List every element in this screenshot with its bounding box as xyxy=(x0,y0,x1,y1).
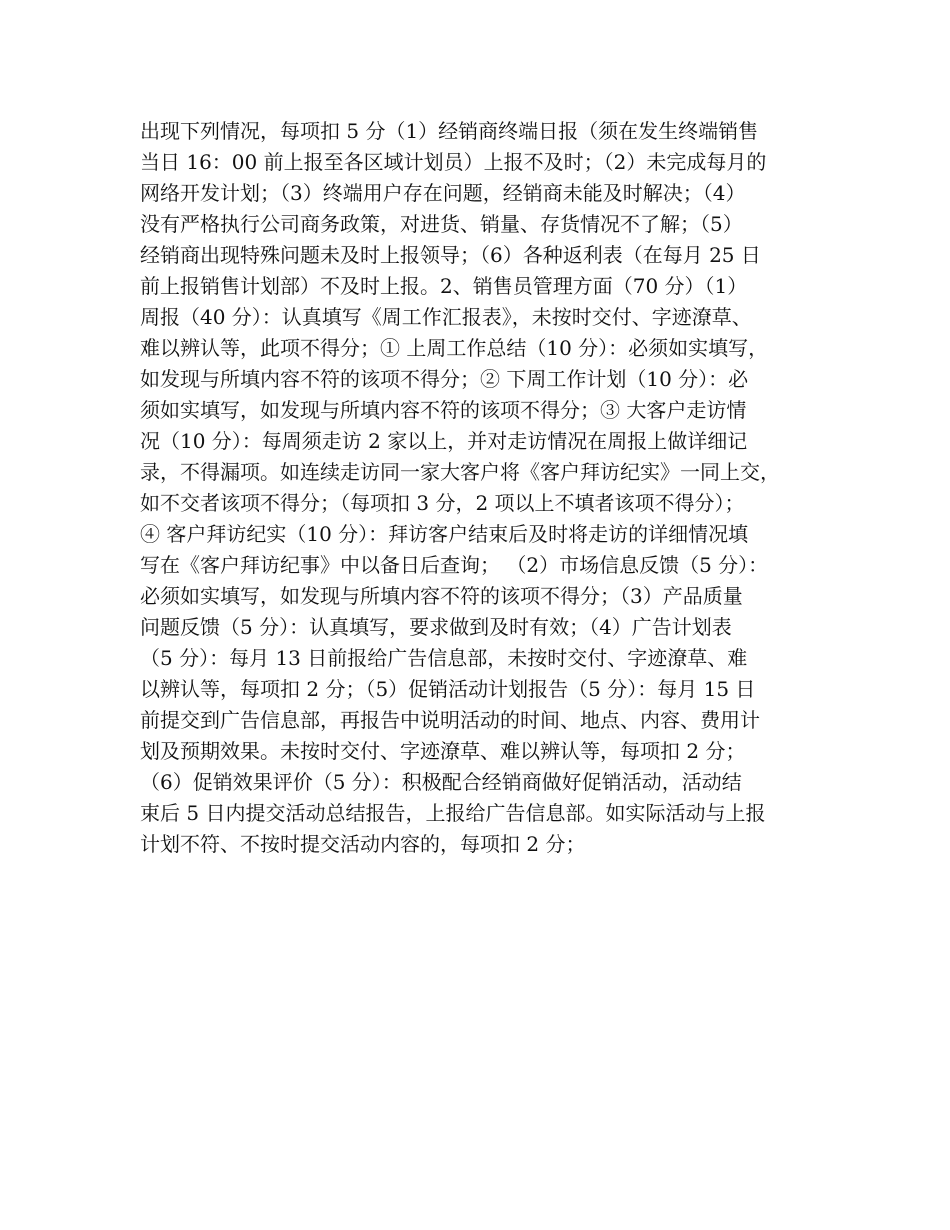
text-line: 难以辨认等，此项不得分；① 上周工作总结（10 分）：必须如实填写， xyxy=(140,336,769,360)
text-line: 划及预期效果。未按时交付、字迹潦草、难以辨认等，每项扣 2 分； xyxy=(140,739,746,763)
text-line: （6）促销效果评价（5 分）：积极配合经销商做好促销活动，活动结 xyxy=(140,770,742,794)
text-line: 况（10 分）：每周须走访 2 家以上，并对走访情况在周报上做详细记 xyxy=(140,429,748,453)
text-line: 如发现与所填内容不符的该项不得分；② 下周工作计划（10 分）：必 xyxy=(140,367,749,391)
text-line: 束后 5 日内提交活动总结报告，上报给广告信息部。如实际活动与上报 xyxy=(140,801,766,825)
text-line: 当日 16：00 前上报至各区域计划员）上报不及时；（2）未完成每月的 xyxy=(140,150,767,174)
document-body-text xyxy=(140,116,830,860)
text-line: 前上报销售计划部）不及时上报。2、销售员管理方面（70 分）（1） xyxy=(140,274,748,298)
text-line: 出现下列情况，每项扣 5 分（1）经销商终端日报（须在发生终端销售 xyxy=(140,119,759,143)
text-line: 录，不得漏项。如连续走访同一家大客户将《客户拜访纪实》一同上交， xyxy=(140,460,780,484)
text-line: 网络开发计划；（3）终端用户存在问题，经销商未能及时解决；（4） xyxy=(140,181,746,205)
text-line: 没有严格执行公司商务政策，对进货、销量、存货情况不了解；（5） xyxy=(140,212,743,236)
text-line: 计划不符、不按时提交活动内容的，每项扣 2 分； xyxy=(140,832,586,856)
text-line: 以辨认等，每项扣 2 分；（5）促销活动计划报告（5 分）：每月 15 日 xyxy=(140,677,756,701)
text-line: 必须如实填写，如发现与所填内容不符的该项不得分；（3）产品质量 xyxy=(140,584,743,608)
text-line: （5 分）：每月 13 日前报给广告信息部，未按时交付、字迹潦草、难 xyxy=(140,646,748,670)
text-line: 如不交者该项不得分；（每项扣 3 分，2 项以上不填者该项不得分）； xyxy=(140,491,745,515)
text-line: 须如实填写，如发现与所填内容不符的该项不得分；③ 大客户走访情 xyxy=(140,398,747,422)
text-line: 经销商出现特殊问题未及时上报领导；（6）各种返利表（在每月 25 日 xyxy=(140,243,761,267)
text-line: 问题反馈（5 分）：认真填写，要求做到及时有效；（4）广告计划表 xyxy=(140,615,732,639)
text-line: 写在《客户拜访纪事》中以备日后查询； （2）市场信息反馈（5 分）： xyxy=(140,553,769,577)
text-line: 前提交到广告信息部，再报告中说明活动的时间、地点、内容、费用计 xyxy=(140,708,760,732)
text-line: 周报（40 分）：认真填写《周工作汇报表》，未按时交付、字迹潦草、 xyxy=(140,305,752,329)
text-line: ④ 客户拜访纪实（10 分）：拜访客户结束后及时将走访的详细情况填 xyxy=(140,522,749,546)
